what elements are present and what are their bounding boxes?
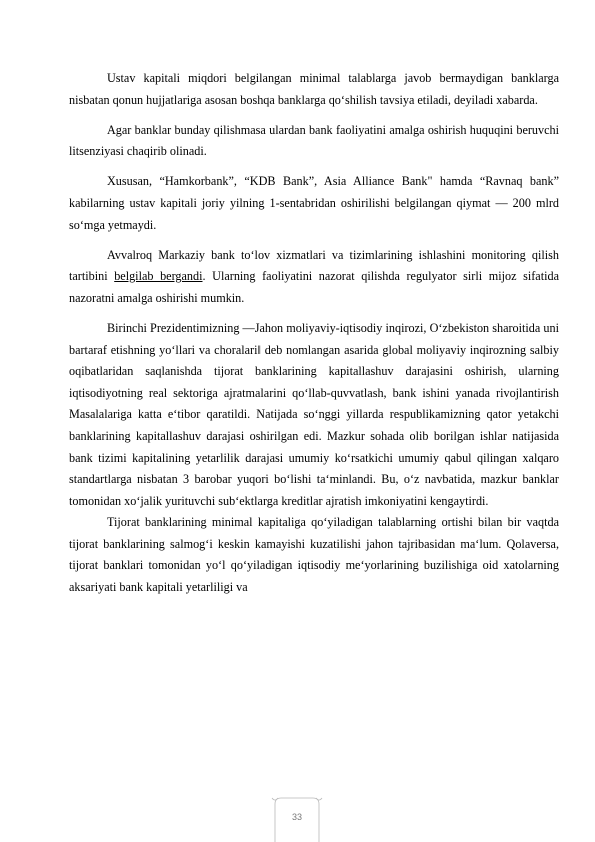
paragraph-4-text-before: Avvalroq Markaziy bank to‘lov xizmatlari va tizimlarining ishlashini monitoring qilish tartibini <box>69 247 559 284</box>
page-number: 33 <box>291 812 302 822</box>
paragraph-2: Agar banklar bunday qilishmasa ulardan bank faoliyatini amalga oshirish huquqini beruvchi litsenziyasi chaqirib olinadi. <box>69 122 559 159</box>
paragraph-3: Xususan, “Hamkorbank”, “KDB Bank”, Asia Alliance Bank" hamda “Ravnaq bank” kabilarning ustav kapitali joriy yilning 1-sentabridan oshirilishi belgilangan qiymat — 200 mlrd so‘mga yetmaydi. <box>69 174 559 232</box>
paragraph-5: Birinchi Prezidentimizning —Jahon moliyaviy-iqtisodiy inqirozi, O‘zbekiston sharoitida uni bartaraf etishning yo‘llari va choralari‖ deb nomlangan asarida global moliyaviy inqirozning salbiy oqibatlaridan saqlanishda tijorat banklarining kapitallashuv darajasini oshirish, ularning iqtisodiyotning real sektoriga ajratmalarini qo‘llab-quvvatlash, bank ishini yanada rivojlantirish Masalalariga katta e‘tibor qaratildi. Natijada so‘nggi yillarda respublikamizning qator yetakchi banklarining kapitallashuv darajasi oshirilgan edi. Mazkur sohada olib borilgan ishlar natijasida bank tizimi kapitalining yetarlilik darajasi umumiy ko‘rsatkichi umumiy qabul qilingan xalqaro standartlarga nisbatan 3 barobar yuqori bo‘lishi ta‘minlandi. Bu, o‘z navbatida, mazkur banklar tomonidan xo‘jalik yurituvchi sub‘ektlarga kreditlar ajratish imkoniyatini kengaytirdi. <box>69 320 559 508</box>
page-number-tab <box>270 796 324 842</box>
belgilab-bergandi-link[interactable]: belgilab bergandi <box>114 269 203 284</box>
paragraph-6: Tijorat banklarining minimal kapitaliga qo‘yiladigan talablarning ortishi bilan bir vaqtda tijorat banklarining salmog‘i keskin kamayishi kuzatilishi jahon tajribasidan ma‘lum. Qolaversa, tijorat banklari tomonidan yo‘l qo‘yiladigan iqtisodiy me‘yorlarining buzilishiga oid xatolarning aksariyati bank kapitali yetarliligi va <box>69 515 559 595</box>
body-text <box>69 68 559 599</box>
paragraph-4 <box>69 245 559 310</box>
paragraph-1: Ustav kapitali miqdori belgilangan minimal talablarga javob bermaydigan banklarga nisbatan qonun hujjatlariga asosan boshqa banklarga qo‘shilish tavsiya etiladi, deyiladi xabarda. <box>69 71 559 107</box>
paragraph-4-text-after: . Ularning faoliyatini nazorat qilishda regulyator sirli mijoz sifatida nazoratni amalga oshirishi mumkin. <box>69 269 559 305</box>
